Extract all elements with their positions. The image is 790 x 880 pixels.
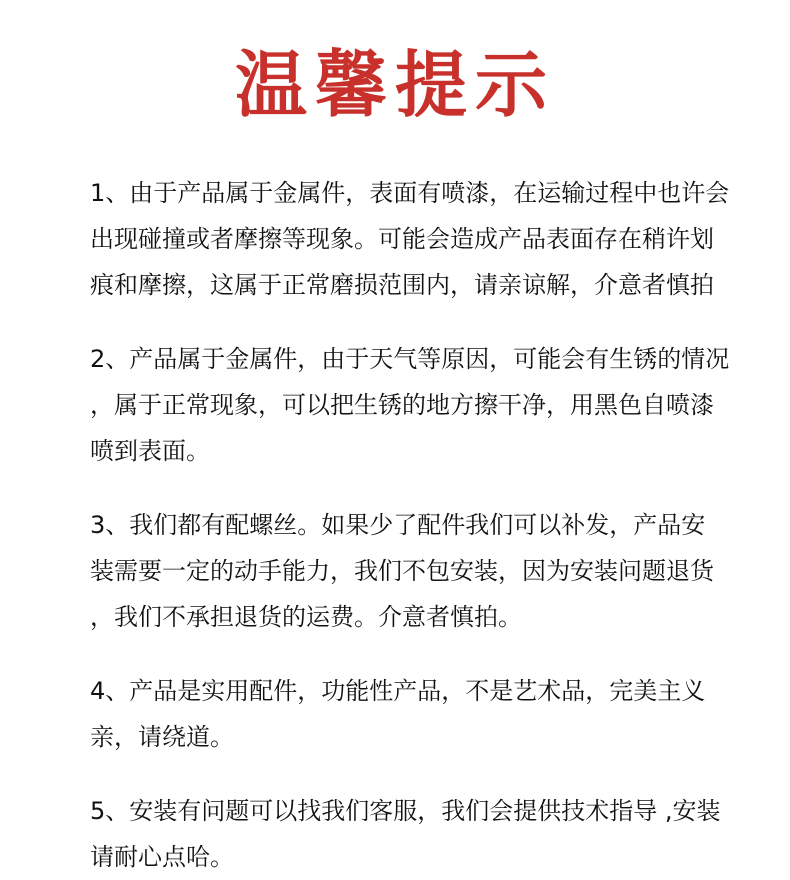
notice-item-1 [90,170,740,308]
divider-space [90,474,740,502]
divider-space [90,640,740,668]
divider-space [90,308,740,336]
notice-line: 亲，请绕道。 [90,723,234,751]
notice-line: 4、产品是实用配件，功能性产品，不是艺术品，完美主义 [90,677,706,705]
notice-item-5 [90,788,740,880]
notice-item-4 [90,668,740,760]
page-title: 温馨提示 [234,43,555,127]
notice-list [90,170,740,880]
notice-line: 装需要一定的动手能力，我们不包安装，因为安装问题退货 [90,557,714,585]
notice-line: 喷到表面。 [90,437,210,465]
notice-line: 2、产品属于金属件，由于天气等原因，可能会有生锈的情况 [90,345,730,373]
notice-item-2 [90,336,740,474]
notice-line: ，属于正常现象，可以把生锈的地方擦干净，用黑色自喷漆 [90,391,714,419]
notice-line: 痕和摩擦，这属于正常磨损范围内，请亲谅解，介意者慎拍 [90,271,714,299]
notice-line: 出现碰撞或者摩擦等现象。可能会造成产品表面存在稍许划 [90,225,714,253]
notice-item-3 [90,502,740,640]
notice-line: 请耐心点哈。 [90,843,234,871]
divider-space [90,760,740,788]
notice-line: 5、安装有问题可以找我们客服，我们会提供技术指导 ,安装 [90,797,721,825]
notice-line: 3、我们都有配螺丝。如果少了配件我们可以补发，产品安 [90,511,706,539]
notice-line: 1、由于产品属于金属件，表面有喷漆，在运输过程中也许会 [90,179,730,207]
notice-line: ，我们不承担退货的运费。介意者慎拍。 [90,603,522,631]
